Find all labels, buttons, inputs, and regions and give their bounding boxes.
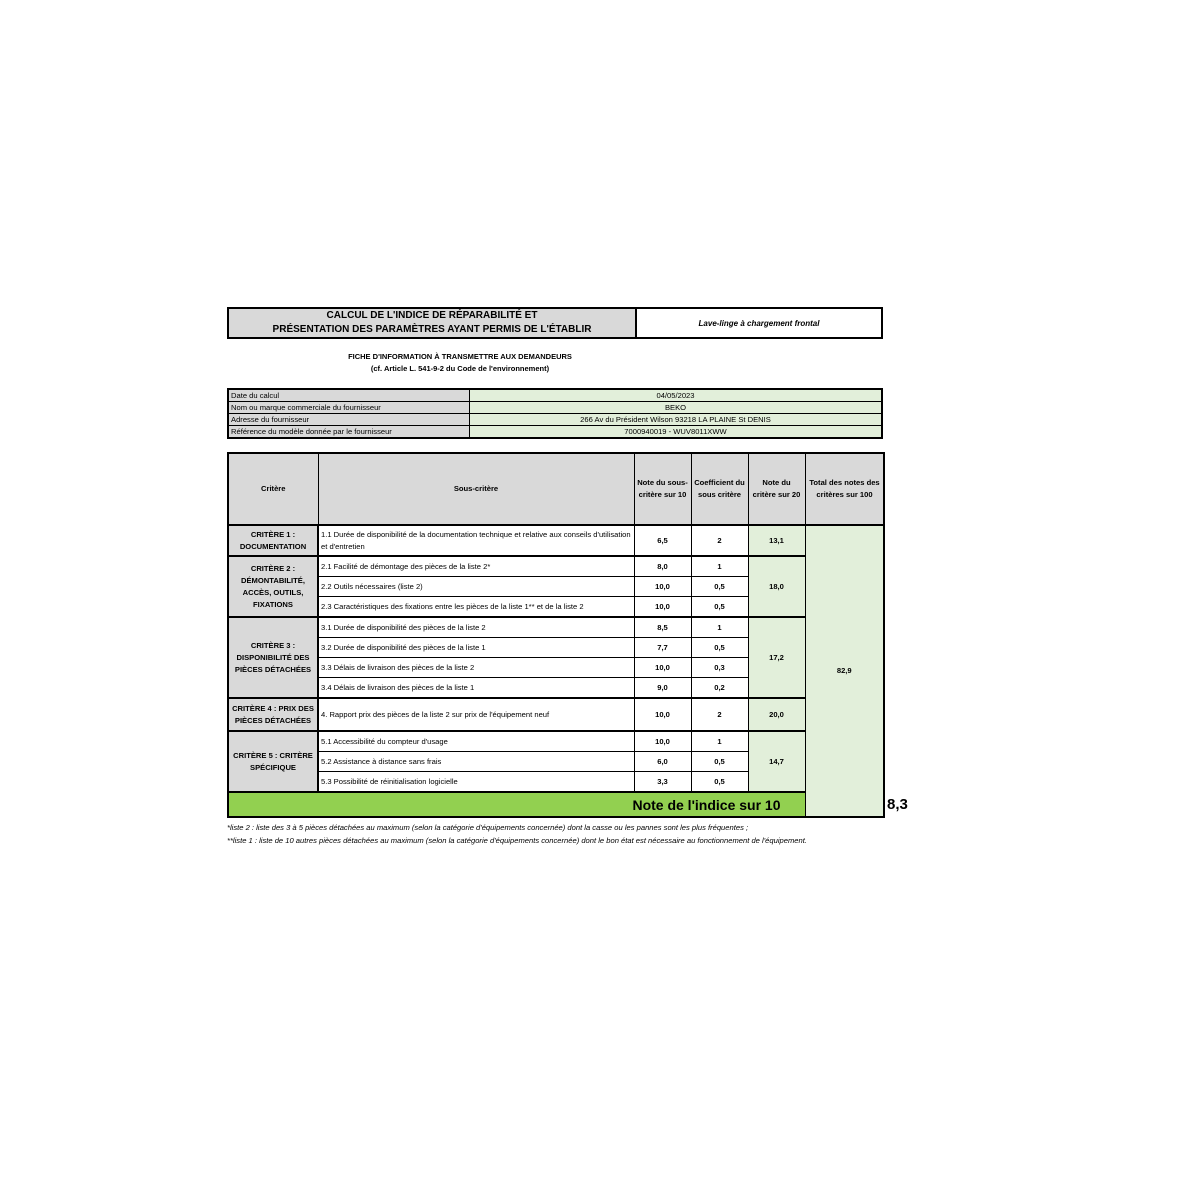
criterion-name: CRITÈRE 4 : PRIX DES PIÈCES DÉTACHÉES	[228, 698, 318, 731]
info-value: BEKO	[470, 402, 883, 414]
info-value: 04/05/2023	[470, 389, 883, 402]
sub-criterion-note: 6,0	[634, 752, 691, 772]
final-score-label: Note de l'indice sur 10	[228, 792, 805, 817]
sub-criterion-label: 5.1 Accessibilité du compteur d'usage	[318, 731, 634, 752]
table-row	[228, 556, 884, 577]
sub-criterion-label: 3.1 Durée de disponibilité des pièces de la liste 2	[318, 617, 634, 638]
criterion-note20: 17,2	[748, 617, 805, 698]
footnotes	[227, 821, 867, 847]
total-100: 82,9	[805, 525, 884, 817]
criterion-note20: 20,0	[748, 698, 805, 731]
info-row	[228, 389, 882, 402]
table-row	[228, 731, 884, 752]
final-score-row: Note de l'indice sur 10 8,3	[228, 792, 884, 817]
col-header-note-sous: Note du sous-critère sur 10	[634, 453, 691, 525]
sub-criterion-label: 5.3 Possibilité de réinitialisation logicielle	[318, 772, 634, 793]
criterion-note20: 13,1	[748, 525, 805, 556]
supplier-info-table	[227, 388, 883, 439]
sub-criterion-label: 2.3 Caractéristiques des fixations entre les pièces de la liste 1** et de la liste 2	[318, 597, 634, 618]
sub-criterion-note: 8,0	[634, 556, 691, 577]
col-header-total: Total des notes des critères sur 100	[805, 453, 884, 525]
col-header-sous-critere: Sous-critère	[318, 453, 634, 525]
footnote-liste-1: **liste 1 : liste de 10 autres pièces détachées au maximum (selon la catégorie d'équipements concernée) dont le bon état est nécessaire au fonctionnement de l'équipement.	[227, 836, 807, 845]
col-header-note20: Note du critère sur 20	[748, 453, 805, 525]
sub-criterion-note: 10,0	[634, 731, 691, 752]
criterion-note20: 18,0	[748, 556, 805, 617]
sub-criterion-note: 7,7	[634, 638, 691, 658]
sub-criterion-coef: 0,2	[691, 678, 748, 699]
footnote-liste-2: *liste 2 : liste des 3 à 5 pièces détachées au maximum (selon la catégorie d'équipements concernée) dont la casse ou les pannes sont les plus fréquentes ;	[227, 823, 749, 832]
product-category: Lave-linge à chargement frontal	[637, 309, 881, 337]
criterion-note20: 14,7	[748, 731, 805, 792]
sub-criterion-note: 9,0	[634, 678, 691, 699]
sub-criterion-coef: 2	[691, 698, 748, 731]
info-label: Référence du modèle donnée par le fournisseur	[228, 426, 470, 439]
info-row	[228, 426, 882, 439]
sub-criterion-coef: 1	[691, 731, 748, 752]
info-row	[228, 414, 882, 426]
table-row	[228, 525, 884, 556]
sub-criterion-note: 8,5	[634, 617, 691, 638]
info-row	[228, 402, 882, 414]
sub-criterion-note: 10,0	[634, 577, 691, 597]
sub-criterion-coef: 1	[691, 617, 748, 638]
info-label: Adresse du fournisseur	[228, 414, 470, 426]
sub-criterion-note: 6,5	[634, 525, 691, 556]
sub-criterion-coef: 0,5	[691, 772, 748, 793]
sub-criterion-coef: 0,5	[691, 597, 748, 618]
sub-criterion-label: 2.1 Facilité de démontage des pièces de la liste 2*	[318, 556, 634, 577]
sub-criterion-note: 3,3	[634, 772, 691, 793]
repairability-sheet	[227, 307, 908, 847]
sub-criterion-label: 1.1 Durée de disponibilité de la documentation technique et relative aux conseils d'utilisation et d'entretien	[318, 525, 634, 556]
info-value: 7000940019 - WUV8011XWW	[470, 426, 883, 439]
sheet-title	[229, 309, 637, 337]
sub-criterion-label: 5.2 Assistance à distance sans frais	[318, 752, 634, 772]
sub-criterion-note: 10,0	[634, 597, 691, 618]
info-value: 266 Av du Président Wilson 93218 LA PLAINE St DENIS	[470, 414, 883, 426]
fiche-line2: (cf. Article L. 541-9-2 du Code de l'environnement)	[370, 364, 550, 373]
sub-criterion-label: 4. Rapport prix des pièces de la liste 2 sur prix de l'équipement neuf	[318, 698, 634, 731]
criterion-name: CRITÈRE 3 : DISPONIBILITÉ DES PIÈCES DÉTACHÉES	[228, 617, 318, 698]
criterion-name: CRITÈRE 5 : CRITÈRE SPÉCIFIQUE	[228, 731, 318, 792]
sub-criterion-label: 3.2 Durée de disponibilité des pièces de la liste 1	[318, 638, 634, 658]
info-label: Date du calcul	[228, 389, 470, 402]
info-label: Nom ou marque commerciale du fournisseur	[228, 402, 470, 414]
col-header-critere: Critère	[228, 453, 318, 525]
sub-criterion-coef: 0,5	[691, 638, 748, 658]
sub-criterion-coef: 2	[691, 525, 748, 556]
sub-criterion-coef: 1	[691, 556, 748, 577]
sub-criterion-coef: 0,3	[691, 658, 748, 678]
sheet-title-line1: CALCUL DE L'INDICE DE RÉPARABILITÉ ET	[326, 310, 538, 321]
sub-criterion-label: 3.4 Délais de livraison des pièces de la liste 1	[318, 678, 634, 699]
table-row	[228, 617, 884, 638]
fiche-line1: FICHE D'INFORMATION À TRANSMETTRE AUX DEMANDEURS	[348, 352, 572, 361]
sub-criterion-coef: 0,5	[691, 577, 748, 597]
header-box	[227, 307, 883, 339]
sub-criterion-label: 3.3 Délais de livraison des pièces de la liste 2	[318, 658, 634, 678]
table-row	[228, 698, 884, 731]
criterion-name: CRITÈRE 2 : DÉMONTABILITÉ, ACCÈS, OUTILS, FIXATIONS	[228, 556, 318, 617]
col-header-coef: Coefficient du sous critère	[691, 453, 748, 525]
sub-criterion-note: 10,0	[634, 698, 691, 731]
fiche-subtitle	[227, 351, 693, 375]
sub-criterion-note: 10,0	[634, 658, 691, 678]
sub-criterion-coef: 0,5	[691, 752, 748, 772]
table-header-row	[228, 453, 884, 525]
criterion-name: CRITÈRE 1 : DOCUMENTATION	[228, 525, 318, 556]
sub-criterion-label: 2.2 Outils nécessaires (liste 2)	[318, 577, 634, 597]
criteria-table	[227, 452, 908, 818]
sheet-title-line2: PRÉSENTATION DES PARAMÈTRES AYANT PERMIS DE L'ÉTABLIR	[272, 324, 592, 335]
